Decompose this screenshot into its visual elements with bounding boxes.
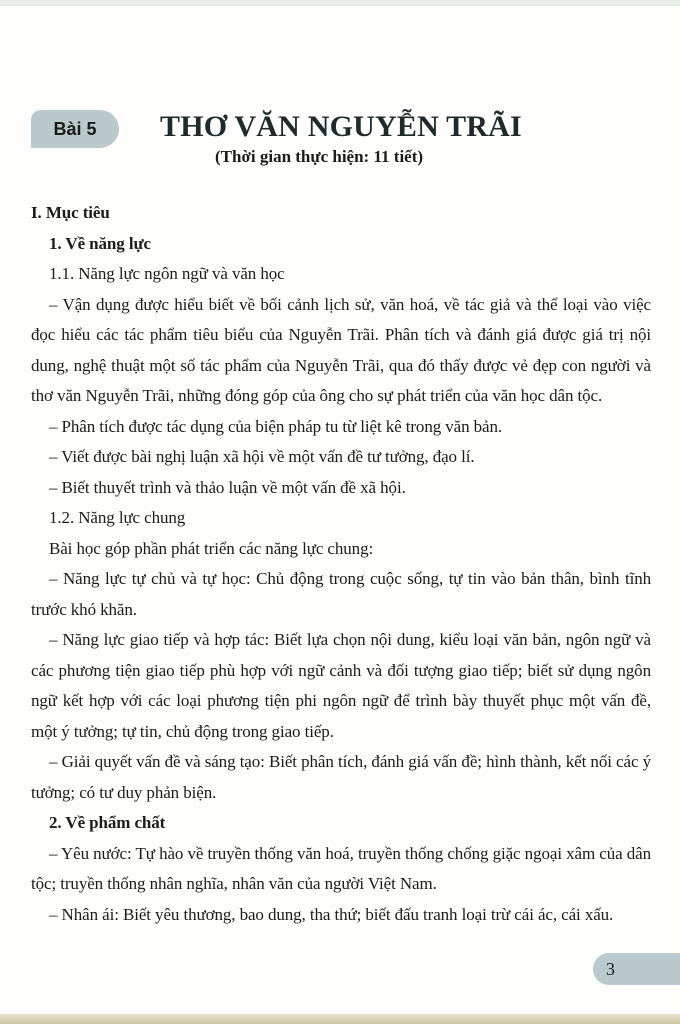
paragraph: – Viết được bài nghị luận xã hội về một vấn đề tư tưởng, đạo lí. [49,447,475,466]
page-number: 3 [593,953,680,985]
page-subtitle: (Thời gian thực hiện: 11 tiết) [215,147,424,166]
section-heading-objectives: I. Mục tiêu [31,203,110,222]
paragraph: – Năng lực tự chủ và tự học: Chủ động trong cuộc sống, tự tin vào bản thân, bình tĩnh trước khó khăn. [31,569,651,619]
lesson-badge: Bài 5 [31,110,119,148]
page-title: THƠ VĂN NGUYỄN TRÃI [160,110,522,143]
body-text [31,198,651,930]
paragraph: – Nhân ái: Biết yêu thương, bao dung, tha thứ; biết đấu tranh loại trừ cái ác, cái xấu. [49,904,614,924]
scan-bottom-edge [0,1014,680,1024]
subheading-language-literature: 1.1. Năng lực ngôn ngữ và văn học [49,264,285,283]
paragraph: – Yêu nước: Tự hào về truyền thống văn hoá, truyền thống chống giặc ngoại xâm của dân tộc; truyền thống nhân nghĩa, nhân văn của người Việt Nam. [31,843,651,893]
paragraph: – Phân tích được tác dụng của biện pháp tu từ liệt kê trong văn bản. [49,416,503,436]
subheading-competencies: 1. Về năng lực [49,233,151,253]
paragraph: – Năng lực giao tiếp và hợp tác: Biết lựa chọn nội dung, kiểu loại văn bản, ngôn ngữ và các phương tiện giao tiếp phù hợp với ngữ cảnh và đối tượng giao tiếp; biết sử dụng ngôn ngữ kết hợp với các loại phương tiện phi ngôn ngữ để trình bày thuyết phục một vấn đề, một ý tưởng; tự tin, chủ động trong giao tiếp. [31,630,651,741]
scan-top-edge [0,0,680,6]
paragraph: Bài học góp phần phát triển các năng lực chung: [49,538,374,558]
subheading-qualities: 2. Về phẩm chất [49,813,166,832]
paragraph: – Biết thuyết trình và thảo luận về một vấn đề xã hội. [49,477,406,497]
paragraph: – Vận dụng được hiểu biết về bối cảnh lịch sử, văn hoá, về tác giả và thể loại vào việc đọc hiểu các tác phẩm tiêu biểu của Nguyễn Trãi. Phân tích và đánh giá được giá trị nội dung, nghệ thuật một số tác phẩm của Nguyễn Trãi, qua đó thấy được vẻ đẹp con người và thơ văn Nguyễn Trãi, những đóng góp của ông cho sự phát triển của văn học dân tộc. [31,294,651,405]
subheading-general-competencies: 1.2. Năng lực chung [49,508,186,527]
paragraph: – Giải quyết vấn đề và sáng tạo: Biết phân tích, đánh giá vấn đề; hình thành, kết nối các ý tưởng; có tư duy phản biện. [31,752,651,802]
